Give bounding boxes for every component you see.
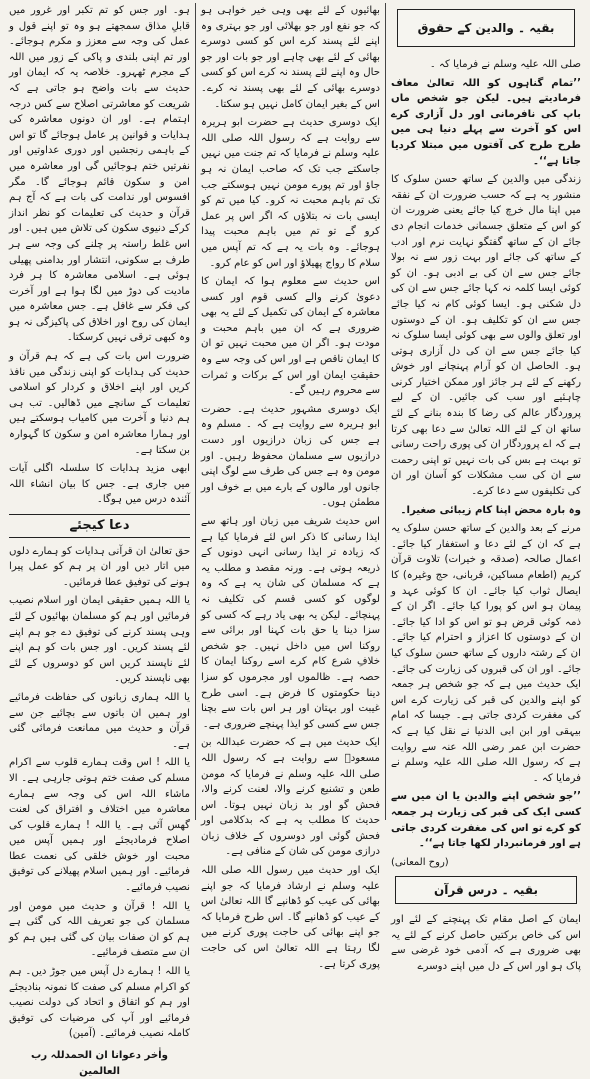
paragraph: ضرورت اس بات کی ہے کہ ہم قرآن و حدیث کی ہدایات کو اپنی زندگی میں نافذ کریں اور اپنے اخلاق و کردار کو اسلامی تعلیمات کے سانچے میں ڈھالیں۔ تب ہی ہم دنیا و آخرت میں کامیاب ہوسکتے ہیں اور ہمارا معاشرہ امن و سکون کا گہوارہ بن سکتا ہے۔	[9, 351, 190, 456]
reference: (روح المعانی)	[391, 856, 449, 868]
paragraph: زندگی میں والدین کے ساتھ حسن سلوک کا منشور یہ ہے کہ حسب ضرورت ان کے نفقہ میں اپنا مال خرچ کیا جائے یعنی ضرورت ان کو اس کے متعلق جسمانی خدمات انجام دی جائے ان کے ساتھ گفتگو نہایت نرم اور ادب کے ساتھ کی جائے اور بہت زور سے نہ بولا جائے جس سے ان کی بے ادبی ہو۔ ان کو کوئی ایسا کلمہ نہ کہا جائے جس سے ان کی دل شکنی ہو۔ ایسا کوئی کام نہ کیا جائے جس سے ان کو تکلیف ہو۔ ان کے دوستوں اور تعلق والوں سے بھی کوئی ایسا سلوک نہ کیا جائے جس سے ان کی دل آزاری ہوتی ہو۔ الحاصل ان کو آرام پہنچانے اور خوش رکھنے کے لئے ہر جائز اور ممکن اختیار کرنی چاہئیے اور سب کی جائیں۔ ان کے لیے پروردگار عالم کی رضا کا بندہ بنانے کے لئے ساتھ ان کے لئے اللہ تعالیٰ سے دعا بھی کرتا ہے کہ اے پروردگار ان کی پوری راحت رسانی تو بہت ہے بس کی بات نہیں تو اپنی رحمت سے ان کی سب مشکلات کو آسان اور ان کی تکلیفوں سے دعا کرے۔	[391, 174, 581, 498]
paragraph: صلی اللہ علیہ وسلم نے فرمایا کہ ۔	[429, 59, 581, 70]
paragraph: بھائیوں کے لئے بھی وہی خیر خواہی ہو کہ جو نفع اور جو بھلائی اور جو بہتری وہ اپنے لئے پسند کرے اس کو کسی دوسرے بھائی کے لئے بھی چاہے اور جو بات اور جو حال وہ اپنے لئے پسند نہ کرے اس کو کسی دوسرے بھائی کے لئے بھی پسند نہ کرے۔ اس کے بغیر ایمان کامل نہیں ہو سکتا۔	[201, 5, 380, 110]
dua-paragraph: حق تعالیٰ ان قرآنی ہدایات کو ہمارے دلوں میں اتار دیں اور ان پر ہم کو عمل پیرا ہونے کی توفیق عطا فرمائیں۔	[9, 545, 190, 588]
paragraph: مرنے کے بعد والدین کے ساتھ حسن سلوک یہ ہے کہ ان کے لئے دعا و استغفار کیا جائے۔ اعمال صالحہ (صدقہ و خیرات) تلاوت قرآن کریم (اطعام مساکین، قربانی، حج وغیرہ) کا ایصال ثواب کیا جائے۔ ان کا کوئی عہد و پیمان ہو اس کو پورا کیا جائے۔ اگر ان کے ذمہ کوئی قرض ہو تو اس کو ادا کیا جائے۔ ان کے دوستوں کا اعزاز و احترام کیا جائے۔ ان کے رشتہ داروں کے ساتھ حسن سلوک کیا جائے۔ اور ان کی قبروں کی زیارت کی جائے۔ ایک حدیث میں ہے کہ جو شخص ہر جمعہ کو اپنے والدین کی قبر کی زیارت کرے اس کی مغفرت کردی جاتی ہے۔ جیسا کہ امام بیہقی اور ابن ابی الدنیا نے نقل کیا ہے کہ حضرت ابن عمر رضی اللہ عنہ سے روایت ہے کہ رسول اللہ صلی اللہ علیہ وسلم نے فرمایا کہ ۔	[391, 523, 581, 784]
dua-paragraph: یا اللہ ! ہمارے دل آپس میں جوڑ دیں۔ ہم کو اکرام مسلم کی صفت کا نمونہ بنادیجئے اور ہم کو اتفاق و اتحاد کی دولت نصیب فرمائیے اور آپ کی مرضیات کی توفیق کاملہ نصیب فرمائیے۔ (آمین)	[9, 966, 190, 1040]
column-left	[4, 3, 196, 1077]
paragraph: ہو۔ اور جس کو تم تکبر اور غرور میں قابلِ مذاق سمجھتے ہو وہ تو اپنے قول و عمل کی وجہ سے معزز و مکرم ہوجائے۔ اور تم اپنی بلندی و پاکی کے زور میں اللہ کے مجرم ٹھہرو۔ خلاصہ یہ کہ ایمان اور حدیث سے بات واضح ہو جاتی ہے کہ شریعت کو معاشرتی اصلاح سے کس درجہ اہتمام ہے۔ اور ان دونوں معاشرہ کی ہدایات و قوانین پر عامل ہوجائے گا تو اس کے باہمی رنجشیں اور دوری عداوتیں اور نفرتیں ختم ہوجائیں گی اور معاشرہ میں امن و سکون قائم ہوجائے گا۔ مگر افسوس اور ندامت کی بات ہے کہ آج ہم قرآن و حدیث کی تعلیمات کو نظر انداز کرکے دنیوی سکون کی تلاش میں ہیں۔ اور اس غلط راستہ پر چلنے کی وجہ سے ہر طرف بے سکونی، انتشار اور بدامنی پھیلی ہوئی ہے۔ اسلامی معاشرہ کا ہر فرد مادیت کی دوڑ میں لگا ہوا ہے اور آخرت کی فکر سے غافل ہے۔ جس معاشرہ میں ایمان کی روح اور اخلاق کی پاکیزگی نہ ہو وہ کبھی ترقی نہیں کرسکتا۔	[9, 5, 190, 344]
dua-paragraph: یا اللہ ! قرآن و حدیث میں مومن اور مسلمان کی جو تعریف اللہ کی گئی ہے ہم کو ان صفات بیان کی گئی ہیں ہم کو ان سے متصف فرمائیے۔	[9, 900, 190, 959]
subheading: وہ بارہ محض اپنا کام زیبائی صغیرا۔	[400, 504, 581, 516]
dua-heading: دعا کیجئے	[9, 514, 190, 538]
dua-paragraph: یا اللہ ہماری زبانوں کی حفاظت فرمائیے اور ہمیں ان باتوں سے بچائیے جن سے قرآن و حدیث میں ممانعت فرمائی گئی ہے۔	[9, 691, 190, 750]
paragraph: ایک دوسری مشہور حدیث ہے۔ حضرت ابو ہریرہ سے روایت ہے کہ ۔ مسلم وہ ہے جس کی زبان درازیوں اور دست درازیوں سے مسلمان محفوظ رہیں۔ اور مومن وہ ہے جس کی طرف سے لوگ اپنی جانوں اور مالوں کے بارے میں بے خوف اور مطمئن ہوں۔	[201, 403, 380, 509]
hadith-quote: ’’جو شخص اپنے والدین یا ان میں سے کسی ایک کی قبر کی زیارت ہر جمعہ کو کرے تو اس کی مغفرت کردی جاتی ہے اور فرمانبردار لکھا جاتا ہے‘‘۔	[391, 791, 581, 850]
section-heading-parents-rights: بقیہ ۔ والدین کے حقوق	[397, 9, 575, 47]
paragraph: ایمان کے اصل مقام تک پہنچنے کے لئے اور اس کی خاص برکتیں حاصل کرنے کے لئے یہ بھی ضروری ہے کہ آدمی خود غرضی سے پاک ہو اور اس کے دل میں اپنے دوسرے	[391, 914, 581, 973]
dua-paragraph: یا اللہ ہمیں حقیقی ایمان اور اسلام نصیب فرمائیں اور ہم کو مسلمان بھائیوں کے لئے وہی پسند کرنے کی توفیق دے جو ہم اپنے لئے پسند کریں۔ اور جس بات کو ہم اپنے لئے ناپسند کریں اس کو دوسروں کے لئے بھی ناپسند کریں۔	[9, 595, 190, 685]
section-heading-dars-quran: بقیہ ۔ درس قرآن	[395, 876, 577, 904]
paragraph: ایک اور حدیث میں رسول اللہ صلی اللہ علیہ وسلم نے ارشاد فرمایا کہ جو اپنے بھائی کی عیب کو ڈھانپے گا اللہ تعالیٰ اس کے عیب کو ڈھانپے گا۔ اس طرح فرمایا کہ جو اپنے بھائی کی حاجت پوری کرنے میں لگا رہتا ہے اللہ تعالیٰ اس کی حاجت پوری کرتا ہے۔	[201, 865, 380, 970]
paragraph: اس حدیث سے معلوم ہوا کہ ایمان کا دعویٰ کرنے والے کسی قوم اور کسی معاشرہ کے ایمان کی تکمیل کے لئے یہ بھی ضروری ہے کہ ان میں باہم محبت و مودت ہو۔ اگر ان میں محبت نہیں تو ان کا ایمان ناقص ہے اور اس کی وجہ سے وہ حقیقتِ ایمان اور اس کے برکات و ثمرات سے محروم رہیں گے۔	[201, 276, 380, 397]
hadith-quote: ’’تمام گناہوں کو اللہ تعالیٰ معاف فرمادیتے ہیں۔ لیکن جو شخص ماں باپ کی نافرمانی اور دل آزاری کرے اس کو آخرت سے پہلے دنیا ہی میں طرح طرح کی آفتوں میں مبتلا کردیا جاتا ہے‘‘۔	[391, 77, 581, 167]
paragraph: ایک دوسری حدیث ہے حضرت ابو ہریرہ سے روایت ہے کہ رسول اللہ صلی اللہ علیہ وسلم نے فرمایا کہ تم جنت میں نہیں جاسکتے جب تک کہ صاحب ایمان نہ ہو جاؤ اور تم پورے مومن نہیں ہوسکتے جب تک تم باہم محبت نہ کرو۔ کیا میں تم کو ایسی بات نہ بتلاؤں کہ اگر اس پر عمل کرو گے تو تم میں باہم محبت پیدا ہوجائے۔ وہ بات یہ ہے کہ تم آپس میں سلام کا رواج پھیلاؤ اور اس کو عام کرو۔	[201, 117, 380, 269]
paragraph: ایک حدیث میں ہے کہ حضرت عبداللہ بن مسعودؓ سے روایت ہے کہ رسول اللہ صلی اللہ علیہ وسلم نے فرمایا کہ مومن طعن و تشنیع کرنے والا، لعنت کرنے والا، فحش گو اور بد زبان نہیں ہوتا۔ اس حدیث کا مطلب یہ ہے کہ بدکلامی اور فحش گوئی اور دوسروں کے خلاف زبان درازی مومن کی شان کے منافی ہے۔	[201, 737, 380, 858]
paragraph: اس حدیث شریف میں زبان اور ہاتھ سے ایذا رسانی کا ذکر اس لئے فرمایا کیا ہے کہ زیادہ تر ایذا رسانی انہی دونوں کے ذریعہ ہوتی ہے۔ ورنہ مقصد و مطلب یہ ہے کہ مسلمان کی شان یہ ہے کہ وہ لوگوں کو کسی قسم کی تکلیف نہ پہنچائے۔ لیکن یہ بھی یاد رہے کہ کسی کو سزا دینا یا حق بات کہنا اور برائی سے روکنا اس میں داخل نہیں۔ جو شخص خلافِ شرع کام کرے اسے روکنا ایمان کا حصہ ہے۔ ظالموں اور مجرموں کو سزا دینا حکومتوں کا فرض ہے۔ اسی طرح غیبت اور بہتان اور ہر اس بات سے بچنا جس سے کسی کو ایذا پہنچے ضروری ہے۔	[201, 516, 380, 730]
column-right	[386, 3, 586, 973]
paragraph: ابھی مزید ہدایات کا سلسلہ اگلی آیات میں جاری ہے۔ جس کا بیان انشاء اللہ آئندہ درس میں ہوگا۔	[9, 463, 190, 506]
dua-paragraph: یا اللہ ! اس وقت ہمارے قلوب سے اکرام مسلم کی صفت ختم ہوتی جارہی ہے۔ الا ماشاء اللہ اس کی وجہ سے ہمارے معاشرہ میں اختلاف و افتراق کی لعنت گھس آئی ہے۔ یا اللہ ! ہمارے قلوب کی اصلاح فرمادیجئے اور ہمیں آپس میں محبت اور خوش خلقی کی نعمت عطا فرمائیے۔ اور ہمیں اسلام پھیلانے کی توفیق نصیب فرمائیے۔	[9, 757, 190, 894]
column-middle	[196, 3, 386, 970]
closing-line: واٰخر دعوانا ان الحمدللہ رب العالمین	[30, 1050, 169, 1077]
